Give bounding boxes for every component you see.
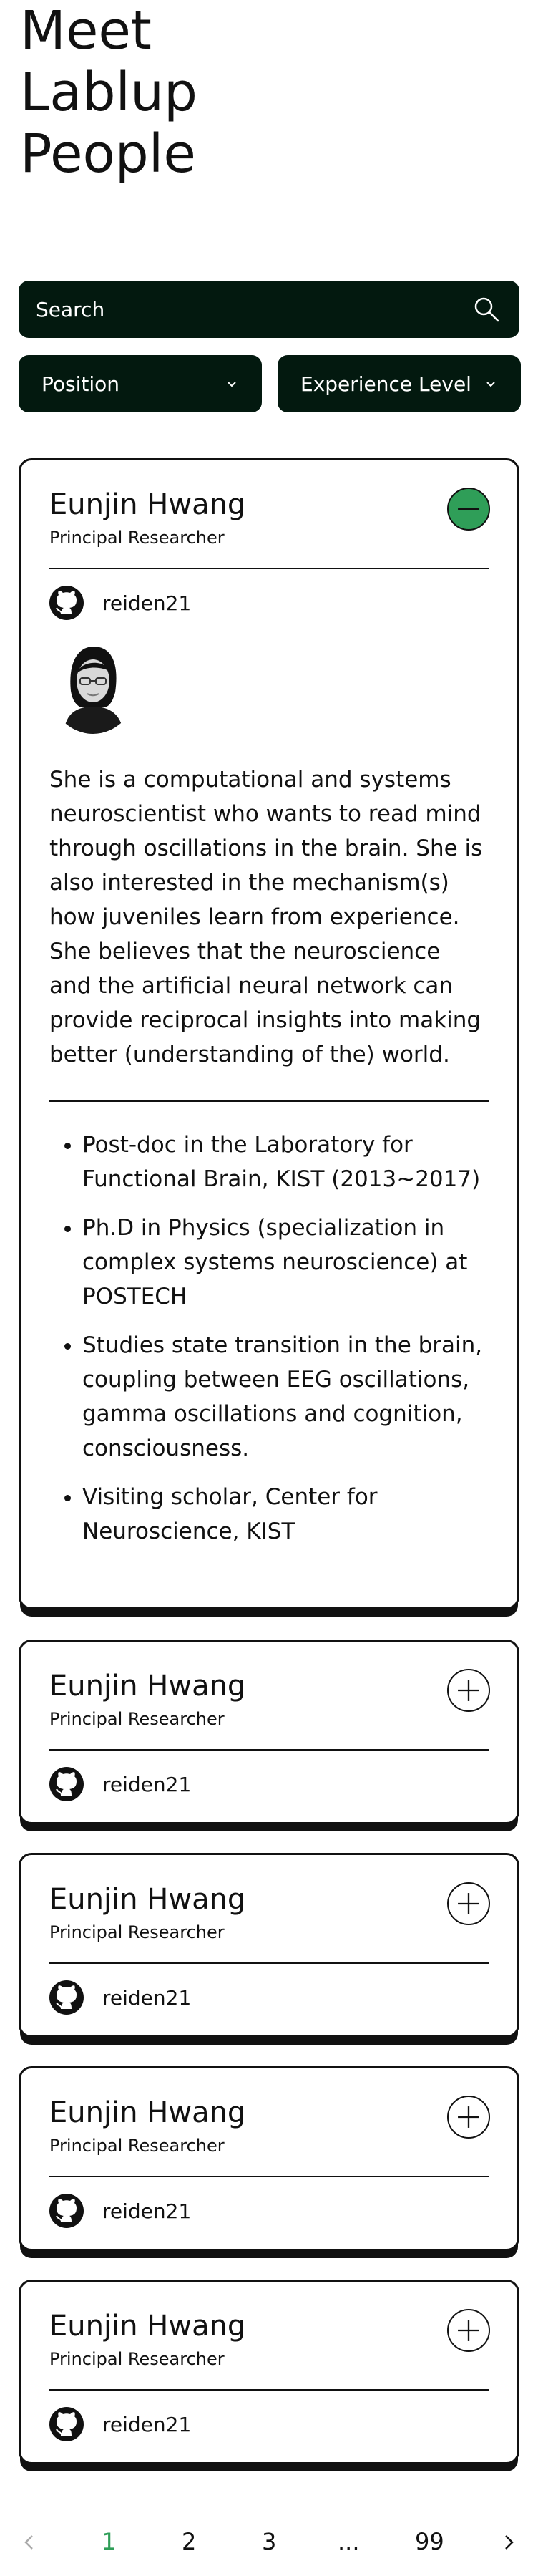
github-icon <box>49 1767 84 1801</box>
search-input[interactable] <box>36 298 471 321</box>
plus-icon <box>449 1882 489 1925</box>
person-name: Eunjin Hwang <box>49 1883 246 1916</box>
plus-icon <box>449 1669 489 1712</box>
person-card-expanded <box>19 458 519 1609</box>
highlight-item: • Studies state transition in the brain, coupling between EEG oscillations, gamma oscillations and cognition, consciousness. <box>82 1328 489 1466</box>
highlight-item: • Visiting scholar, Center for Neuroscience, KIST <box>82 1480 489 1549</box>
plus-icon <box>449 2309 489 2352</box>
github-icon <box>49 2407 84 2441</box>
expand-button[interactable] <box>447 2096 490 2139</box>
person-card <box>19 2280 519 2464</box>
person-role: Principal Researcher <box>49 2136 225 2156</box>
github-link[interactable] <box>49 569 489 636</box>
github-handle: reiden21 <box>102 1985 192 2010</box>
highlight-item: • Ph.D in Physics (specialization in complex systems neuroscience) at POSTECH <box>82 1211 489 1314</box>
github-handle: reiden21 <box>102 591 192 615</box>
person-name: Eunjin Hwang <box>49 1670 246 1703</box>
chevron-down-icon <box>226 377 239 390</box>
person-name: Eunjin Hwang <box>49 2096 246 2129</box>
position-filter-label: Position <box>41 372 120 396</box>
avatar <box>49 641 137 734</box>
github-handle: reiden21 <box>102 1772 192 1796</box>
person-role: Principal Researcher <box>49 528 225 548</box>
divider <box>49 1100 489 1102</box>
github-handle: reiden21 <box>102 2199 192 2223</box>
page-title: Meet Lablup People <box>20 0 197 185</box>
expand-button[interactable] <box>447 1882 490 1925</box>
experience-filter[interactable] <box>278 355 521 412</box>
collapse-button[interactable] <box>447 488 490 531</box>
person-card <box>19 1640 519 1824</box>
github-link[interactable] <box>49 2177 489 2245</box>
minus-icon <box>449 488 489 531</box>
github-icon <box>49 586 84 620</box>
page-1[interactable]: 1 <box>102 2528 117 2555</box>
chevron-down-icon <box>485 377 498 390</box>
experience-filter-label: Experience Level <box>300 372 471 396</box>
pagination <box>0 2520 538 2563</box>
expand-button[interactable] <box>447 2309 490 2352</box>
person-card <box>19 2066 519 2251</box>
person-role: Principal Researcher <box>49 2349 225 2369</box>
github-link[interactable] <box>49 2391 489 2458</box>
person-role: Principal Researcher <box>49 1922 225 1942</box>
page-2[interactable]: 2 <box>182 2528 197 2555</box>
search-icon[interactable] <box>471 294 502 325</box>
highlight-item: • Post-doc in the Laboratory for Functional Brain, KIST (2013~2017) <box>82 1128 489 1196</box>
plus-icon <box>449 2096 489 2139</box>
expand-button[interactable] <box>447 1669 490 1712</box>
github-icon <box>49 2194 84 2228</box>
person-name: Eunjin Hwang <box>49 488 246 521</box>
search-bar <box>19 281 519 338</box>
github-icon <box>49 1980 84 2015</box>
page-3[interactable]: 3 <box>262 2528 277 2555</box>
position-filter[interactable] <box>19 355 262 412</box>
github-handle: reiden21 <box>102 2412 192 2436</box>
chevron-right-icon[interactable] <box>497 2530 521 2555</box>
highlights-list <box>49 1128 489 1549</box>
person-name: Eunjin Hwang <box>49 2310 246 2343</box>
page-99[interactable]: 99 <box>415 2528 444 2555</box>
github-link[interactable] <box>49 1964 489 2031</box>
person-card <box>19 1853 519 2038</box>
person-bio: She is a computational and systems neuroscientist who wants to read mind through oscillations in the brain. She is also interested in the mechanism(s) how juveniles learn from experience. She believes that the neuroscience and the artificial neural network can provide reciprocal insights into making better (understanding of the) world. <box>49 767 483 1067</box>
person-role: Principal Researcher <box>49 1709 225 1729</box>
chevron-left-icon[interactable] <box>17 2530 41 2555</box>
github-link[interactable] <box>49 1751 489 1818</box>
page-ellipsis: ... <box>338 2528 360 2555</box>
